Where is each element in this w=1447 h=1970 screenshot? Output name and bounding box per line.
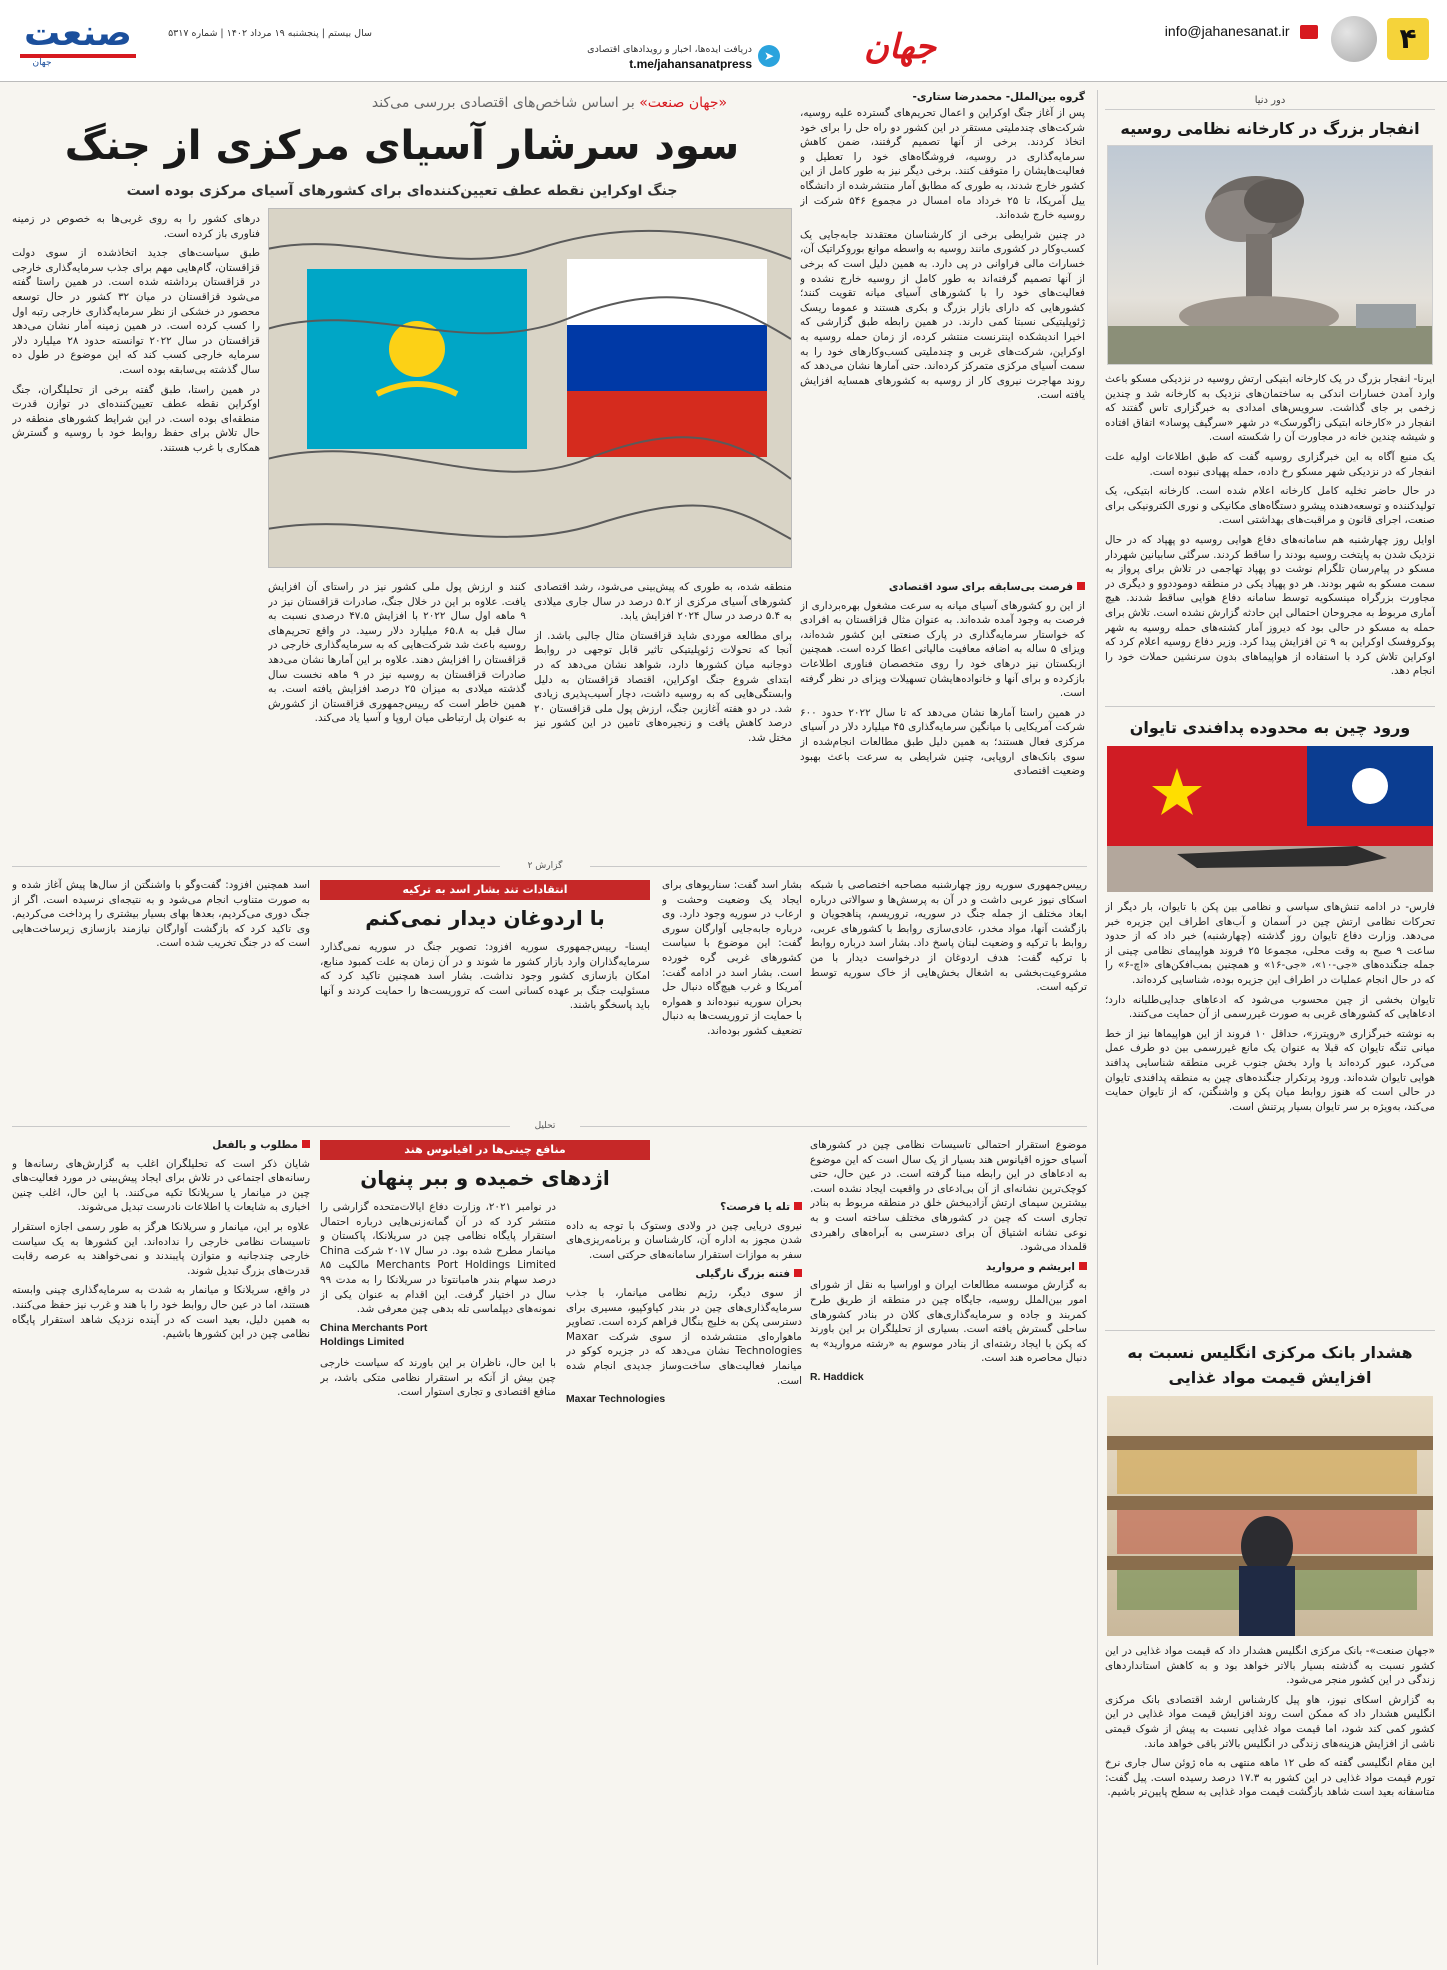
taiwan-china-flags	[1107, 746, 1433, 892]
china-paragraph: با این حال، ناظران بر این باورند که سیاست خارجی چین بیش از آنکه بر استقرار نظامی متکی باشد، بر منافع اقتصادی و تجاری استوار است.	[320, 1356, 556, 1399]
story3-photo	[1107, 1396, 1433, 1636]
turkey-column-4	[12, 878, 310, 1108]
turkey-paragraph: رییس‌جمهوری سوریه روز چهارشنبه مصاحبه اختصاصی با شبکه اسکای نیوز عربی داشت و در آن به پرسش‌ها و سوالاتی درباره ابعاد مختلف از جمله جنگ در سوریه، تروریسم، پناهجویان و بازگشت آنها، مواد مخدر، عادی‌سازی روابط با کشورهای عربی، روابط با ترکیه و وضعیت لبنان پاسخ داد. بشار اسد درباره روابط با ترکیه گفت: هدف اردوغان از درخواست دیدار با من مشروعیت‌بخشی به اشغال بخش‌هایی از خاک سوریه توسط ترکیه است.	[810, 879, 1087, 994]
turkey-paragraph: اسد همچنین افزود: گفت‌وگو با واشنگتن از سال‌ها پیش آغاز شده و به صورت متناوب انجام می‌شود و به نتیجه‌ای نرسیده است. اگر از جنگ دوری می‌کردیم، بعدها بهای بسیار بیشتری را پرداخت می‌کردیم. وی تاکید کرد که بازگشت آوارگان نیازمند بازسازی زیرساخت‌هایی است که در جنگ تخریب شده است.	[12, 879, 310, 950]
turkey-column-3	[320, 940, 650, 1108]
lead-paragraph: در همین راستا، طبق گفته برخی از تحلیلگران، جنگ اوکراین نقطه عطف تعیین‌کننده‌ای در توازن قدرت منطقه‌ای بوده است. در این شرایط کشورهای منطقه در حال تلاش برای حفظ روابط خود با روسیه و گسترش همکاری با غرب هستند.	[12, 383, 260, 454]
divider	[1105, 706, 1435, 707]
lead-paragraph: برای مطالعه موردی شاید قزاقستان مثال جالبی باشد. از آنجا که تحولات ژئوپلیتیکی تاثیر قابل توجهی در روابط دوجانبه میان کشورها دارد، شواهد نشان می‌دهد که در ابتدای شروع جنگ اوکراین، اقتصاد قزاقستان به دلیل وابستگی‌هایی که به روسیه داشت، دچار آسیب‌پذیری زیادی شد. در دو هفته آغازین جنگ، ارزش پول ملی قزاقستان ۲۰ درصد کاهش یافت و زنجیره‌های تامین در این کشور نیز مختل شد.	[534, 629, 792, 744]
china-paragraph: از سوی دیگر، رژیم نظامی میانمار، با جذب سرمایه‌گذاری‌های چین در بندر کیاوکپیو، مسیری برای دسترسی پکن به خلیج بنگال فراهم کرده است. تصاویر ماهواره‌ای منتشرشده از سوی شرکت Maxar Technologies نشان می‌دهد که در جزیره کوکو در میانمار فعالیت‌های ساخت‌وساز جدیدی انجام شده است.	[566, 1286, 802, 1387]
lead-subhead	[800, 580, 1085, 595]
lead-column-2	[800, 580, 1085, 850]
sidebar-label	[1105, 92, 1435, 110]
lead-kicker-red: «جهان صنعت»	[639, 95, 728, 111]
lead-paragraph: در همین راستا آمارها نشان می‌دهد که تا سال ۲۰۲۲ حدود ۶۰۰ شرکت آمریکایی با میانگین سرمایه‌گذاری ۴۵ میلیارد دلار در آسیای مرکزی فعال هستند؛ به همین دلیل طبق مطالعات انجام‌شده از سوی بانک‌های اروپایی، چنین شرایطی به سرعت باعث بهبود وضعیت اقتصادی	[800, 706, 1085, 778]
lead-subhead-text: فرصت بی‌سابقه برای سود اقتصادی	[888, 581, 1073, 593]
china-column-3	[320, 1200, 556, 1964]
lead-column-3	[534, 580, 792, 850]
issue-info: سال بیستم | پنجشنبه ۱۹ مرداد ۱۴۰۲ | شماره ۵۳۱۷	[168, 28, 372, 39]
china-subhead	[566, 1267, 802, 1282]
china-company: Maxar Technologies	[566, 1394, 666, 1406]
story2-title: ورود چین به محدوده پدافندی تایوان	[1129, 718, 1411, 737]
story1-paragraph: اوایل روز چهارشنبه هم سامانه‌های دفاع هوایی روسیه دو پهپاد که در حال نزدیک شدن به پایتخت روسیه بودند را ساقط کردند. سرگئی سابیانین شهردار مسکو در پیام‌رسان تلگرام نوشت دو پهپاد تهاجمی در تلاش برای پرواز به سمت مسکو به شهر بودند. هر دو پهپاد یکی در منطقه دوموددوو و دیگری در مجاورت بزرگراه مینسکویه توسط سامانه دفاع هوایی ساقط شدند. هیچ آماری مربوط به مجروحان احتمالی این حادثه گزارش نشده است. تلاش برای حمله به مسکو در حالی بود که دیروز آمار کشته‌های حمله روسیه به شهر پوکروفسک اوکراین به ۹ تن افزایش پیدا کرد. وزیر دفاع روسیه اعلام کرد که اوکراین تلاش کرد با استفاده از هواپیماهای بدون سرنشین حملات خود را انجام دهد.	[1105, 533, 1435, 678]
china-paragraph: به گزارش موسسه مطالعات ایران و اوراسیا به نقل از شورای امور بین‌الملل روسیه، جایگاه چین در منطقه از طریق طرح کمربند و جاده و سرمایه‌گذاری‌های کلان در بنادر کشورهای ساحلی گسترش یافته است. بسیاری از تحلیلگران بر این باورند که پکن با ایجاد رشته‌ای از بنادر موسوم به «رشته مروارید» به دنبال محاصره هند است.	[810, 1279, 1087, 1365]
story3-body	[1105, 1644, 1435, 1964]
logo-sub: جهان	[32, 58, 52, 68]
story1-photo	[1107, 145, 1433, 365]
china-kicker: منافع چینی‌ها در اقیانوس هند	[320, 1140, 650, 1160]
globe-icon	[1331, 16, 1377, 62]
turkey-paragraph: ایسنا- رییس‌جمهوری سوریه افزود: تصویر جنگ در سوریه نمی‌گذارد سرمایه‌گذاران وارد بازار کشور ما شوند و در آن زمان به علت کمبود منابع، امکان بازسازی کشور وجود نداشت. بشار اسد همچنین تاکید کرد که مسئولیت جنگ بر عهده کسانی است که تروریست‌ها را حمایت کردند و آنها باید پاسخگو باشند.	[320, 941, 650, 1012]
telegram-promo[interactable]	[480, 42, 780, 78]
story1-title: انفجار بزرگ در کارخانه نظامی روسیه	[1120, 119, 1420, 138]
story3-title: هشدار بانک مرکزی انگلیس نسبت به افزایش قیمت مواد غذایی	[1127, 1343, 1413, 1387]
china-subhead-text: مطلوب و بالفعل	[212, 1139, 298, 1151]
story2-photo	[1107, 746, 1433, 892]
turkey-column-2	[662, 878, 802, 1108]
china-paragraph: موضوع استقرار احتمالی تاسیسات نظامی چین در کشورهای آسیای حوزه اقیانوس هند بسیار از یک سال است که این موضوع به ادعاهای در این رابطه مبنا گرفته است. در عین حال، حتی کوچک‌ترین نشانه‌ای از آن بی‌ادعای در واقعیت ایجاد نشده است. بیشترین سیمای ارتش آزادیبخش خلق در منطقه مربوط به بنادر تجاری است که چین در کشورهای مختلف ساخته است و به نوعی نشانه اشتیاق آن برای دسترسی به آبراه‌های راهبردی قلمداد می‌شود.	[810, 1139, 1087, 1254]
china-column-2	[566, 1200, 802, 1964]
story1-body	[1105, 372, 1435, 694]
lead-paragraph: پس از آغاز جنگ اوکراین و اعمال تحریم‌های گسترده علیه روسیه، شرکت‌های چندملیتی مستقر در این کشور دو راه حل را برای خود اتخاذ کردند. برخی از آنها تصمیم گرفتند، ضمن کاهش سرمایه‌گذاری در روسیه، فروشگاه‌های خود را تعطیل و فعالیت‌هایشان را متوقف کنند. برخی دیگر نیز به طور کامل از این کشور خارج شدند، به طوری که مطابق آمار منتشرشده از دانشگاه ییل آمریکا، تا ۲۵ خرداد ماه امسال در مجموع ۵۴۶ شرکت از روسیه خارج شده‌اند.	[800, 107, 1085, 222]
lead-paragraph: درهای کشور را به روی غربی‌ها به خصوص در زمینه فناوری باز کرده است.	[12, 213, 260, 240]
telegram-icon: ➤	[758, 45, 780, 67]
story2-paragraph: به نوشته خبرگزاری «رویترز»، حداقل ۱۰ فروند از این هواپیماها نیز از خط میانی تنگه تایوان که قبلا به عنوان یک مانع غیررسمی بین دو طرف عمل می‌کرد، عبور کرده‌اند یا وارد بخش جنوب غربی منطقه شناسایی پدافند هوایی تایوان شده‌اند. ورود پرتکرار جنگنده‌های چین به منطقه پدافندی تایوان در حالی است که هنوز روابط میان پکن و واشنگتن، که از تایوان حمایت می‌کند، به‌ویژه بر سر تایوان بسیار پرتنش است.	[1105, 1027, 1435, 1113]
turkey-column-1	[810, 878, 1087, 1108]
china-subhead	[12, 1138, 310, 1153]
china-company: R. Haddick	[810, 1371, 864, 1383]
lead-byline: گروه بین‌الملل- محمدرضا ستاری-	[912, 91, 1085, 103]
lead-kicker-text: بر اساس شاخص‌های اقتصادی بررسی می‌کند	[371, 95, 635, 111]
china-subhead-text: تله یا فرصت؟	[720, 1201, 790, 1213]
supermarket-illustration	[1107, 1396, 1433, 1636]
telegram-link[interactable]: t.me/jahansanatpress	[629, 57, 752, 71]
lead-paragraph: طبق سیاست‌های جدید اتخاذشده از سوی دولت قزاقستان، گام‌هایی مهم برای جذب سرمایه‌گذاری خارجی در قزاقستان برداشته شده است. در همین راستا گفته می‌شود قزاقستان در میان ۳۲ کشور در حال توسعه محصور در خشکی از نظر سرمایه‌گذاری خارجی رتبه اول را کسب کرده است. در همین زمینه آمار نشان می‌دهد قزاقستان در سال ۲۰۲۲ توانسته حدود ۲۸ میلیارد دلار سرمایه خارجی کسب کند که این موضوع در طول ده سال گذشته بی‌سابقه بوده است.	[12, 247, 260, 376]
story1-paragraph: در حال حاضر تخلیه کامل کارخانه اعلام شده است. کارخانه ابتیکی، یک تولیدکننده و توسعه‌دهنده پیشرو دستگاه‌های مکانیکی و نوری الکترونیکی برای صنعت، اجرای قانون و مراقبت‌های بهداشتی است.	[1105, 485, 1435, 527]
china-subhead-text: ابریشم و مروارید	[985, 1260, 1075, 1273]
china-subhead-text: فتنه بزرگ نارگیلی	[695, 1268, 790, 1281]
story3-paragraph: «جهان صنعت»- بانک مرکزی انگلیس هشدار داد که قیمت مواد غذایی در این کشور نسبت به گذشته بسیار بالاتر خواهد بود و به کاهش استانداردهای زندگی در این کشور منجر می‌شود.	[1105, 1645, 1435, 1687]
china-column-4	[12, 1138, 310, 1964]
turkey-kicker: انتقادات تند بشار اسد به ترکیه	[320, 880, 650, 900]
china-subhead	[566, 1200, 802, 1215]
china-company: China Merchants Port	[320, 1322, 428, 1334]
story2-paragraph: فارس- در ادامه تنش‌های سیاسی و نظامی بین پکن با تایوان، بار دیگر از تحرکات نظامی ارتش چین در آسمان و آب‌های اطراف این جزیره خبر می‌دهد. وزارت دفاع تایوان روز گذشته (چهارشنبه) خبر داد که از حدود ساعت ۹ صبح به وقت محلی، مجموعا ۲۵ فروند هواپیمای نظامی چینی از جمله جنگنده‌های «جی-۱۰»، «جی-۱۶» و همچنین بمب‌افکن‌های «اچ-۶» را که در حال انجام عملیات در اطراف این جزیره بوده، شناسایی کرده‌اند.	[1105, 901, 1435, 986]
page-number-badge	[1387, 18, 1429, 60]
china-paragraph: در نوامبر ۲۰۲۱، وزارت دفاع ایالات‌متحده گزارشی را منتشر کرد که در آن گمانه‌زنی‌هایی درباره احتمال استقرار پایگاه نظامی چین در سریلانکا، پاکستان و میانمار مطرح شده بود. در سال ۲۰۱۷ شرکت China Merchants Port Holdings Limited مالکیت ۸۵ درصد سهام بندر هامبانتوتا در سریلانکا را به مدت ۹۹ سال در اختیار گرفت. این اقدام به عنوان یکی از نمونه‌های دیپلماسی تله بدهی چین معرفی شد.	[320, 1201, 556, 1316]
lead-column-5	[12, 212, 260, 852]
china-paragraph: نیروی دریایی چین در ولادی وستوک با توجه به داده شدن مجوز به اداره آن، کارشناسان و برنامه‌ریزی‌های سفر به موازات استقرار سامانه‌های حرکتی است.	[566, 1219, 802, 1261]
page-number: ۴	[1399, 22, 1417, 55]
turkey-title: با اردوغان دیدار نمی‌کنم	[365, 906, 605, 930]
lead-paragraph: از این رو کشورهای آسیای میانه به سرعت مشغول بهره‌برداری از فرصت به وجود آمده شده‌اند. به عنوان مثال قزاقستان به افرادی که خواستار سرمایه‌گذاری در پارک صنعتی این کشور شده‌اند، ویزای ۵ ساله به اضافه معافیت مالیاتی اعطا کرده است. همچنین ازبکستان نیز درهای خود را روی متخصصان فناوری اطلاعات بازکرده و برای آنها و خانواده‌هایشان تسهیلات ویزای در نظر گرفته است.	[800, 599, 1085, 700]
explosion-illustration	[1107, 146, 1432, 365]
china-company: Holdings Limited	[320, 1337, 405, 1349]
lead-column-1	[800, 106, 1085, 576]
lead-title: سود سرشار آسیای مرکزی از جنگ	[64, 123, 740, 169]
turkey-label: گزارش ۲	[500, 858, 590, 874]
logo-text: صنعت	[24, 14, 132, 54]
lead-paragraph: کنند و ارزش پول ملی کشور نیز در راستای آن افزایش یافت. علاوه بر این در خلال جنگ، صادرات قزاقستان نیز در ۹ ماهه اول سال ۲۰۲۲ با افزایش ۴۷.۵ درصدی نسبت به سال قبل به ۶۵.۸ میلیارد دلار رسید. در واقع تحریم‌های روسیه باعث شد شرکت‌هایی که به سرمایه‌گذاری خارجی در قزاقستان را افزایش دهند. علاوه بر این آمارها نشان می‌دهد صادرات قزاقستان به روسیه نیز در ۹ ماهه نخست سال گذشته میلادی به میزان ۲۵ درصد افزایش یافته است. به همین خاطر است که رییس‌جمهوری قزاقستان از کشورش به عنوان پل ارتباطی میان اروپا و آسیا یاد می‌کند.	[268, 581, 526, 725]
email-icon	[1300, 25, 1318, 39]
china-paragraph: علاوه بر این، میانمار و سریلانکا هرگز به طور رسمی اجازه استقرار تاسیسات نظامی خارجی را نداده‌اند. این کشورها به یک سیاست خارجی چندجانبه و متوازن پایبندند و نمی‌خواهند به عرصه رقابت قدرت‌های بزرگ تبدیل شوند.	[12, 1220, 310, 1277]
story1-paragraph: ایرنا- انفجار بزرگ در یک کارخانه ابتیکی ارتش روسیه در نزدیکی مسکو باعث وارد آمدن خسارات اندکی به ساختمان‌های نزدیک به کارخانه شد و چندین زخمی بر جای گذاشت. سرویس‌های امدادی به خبرگزاری تاس گفتند که انفجار در «کارخانه ابتیکی زاگورسک» در شهر «سرگیف پوساد» اتفاق افتاده و شیشه چندین خانه در مجاورت آن را شکسته است.	[1105, 373, 1435, 444]
china-paragraph: در واقع، سریلانکا و میانمار به شدت به سرمایه‌گذاری چینی وابسته هستند، اما در عین حال روابط خود را با هند و غرب نیز حفظ می‌کنند. به همین دلیل، بعید است که در آینده نزدیک شاهد استقرار پایگاه نظامی چین در این کشورها باشیم.	[12, 1284, 310, 1341]
lead-photo	[268, 208, 792, 568]
china-title: اژدهای خمیده و ببر پنهان	[360, 1166, 610, 1190]
sidebar-divider	[1097, 90, 1098, 1965]
sidebar-label-text: دور دنیا	[1254, 95, 1286, 106]
china-column-1	[810, 1138, 1087, 1964]
china-label: تحلیل	[510, 1118, 580, 1134]
story2-body	[1105, 900, 1435, 1320]
story3-paragraph: این مقام انگلیسی گفته که طی ۱۲ ماهه منتهی به ماه ژوئن سال جاری نرخ تورم قیمت مواد غذایی در این کشور به ۱۷.۳ درصد رسیده است. پیل گفت: متاسفانه بعید است شاهد بازگشت قیمت مواد غذایی به سطح پایین‌تر باشیم.	[1105, 1757, 1435, 1799]
email-box[interactable]	[1088, 20, 1318, 42]
lead-subtitle: جنگ اوکراین نقطه عطف تعیین‌کننده‌ای برای کشورهای آسیای مرکزی بوده است	[126, 183, 678, 199]
section-title: جهان	[863, 27, 937, 67]
divider	[1105, 1330, 1435, 1331]
kazakhstan-russia-flags	[268, 209, 791, 568]
story3-paragraph: به گزارش اسکای نیوز، هاو پیل کارشناس ارشد اقتصادی بانک مرکزی انگلیس هشدار داد که ممکن است روند افزایش قیمت مواد غذایی در این کشور کمی کند شود، اما قیمت مواد غذایی نسبت به پیش از شوک قیمتی ناشی از افزایش هزینه‌های زندگی در انگلیس بالاتر باقی خواهد ماند.	[1105, 1693, 1435, 1750]
email-address: info@jahanesanat.ir	[1164, 23, 1290, 39]
lead-column-4	[268, 580, 526, 850]
lead-paragraph: منطقه شده، به طوری که پیش‌بینی می‌شود، رشد اقتصادی کشورهای آسیای مرکزی از ۵.۲ درصد در سال جاری میلادی به ۵.۴ درصد در سال ۲۰۲۴ افزایش یابد.	[534, 581, 792, 623]
china-subhead	[810, 1260, 1087, 1275]
telegram-text: دریافت ایده‌ها، اخبار و رویدادهای اقتصادی	[587, 44, 752, 55]
story2-paragraph: تایوان بخشی از چین محسوب می‌شود که ادعاهای جدایی‌طلبانه دارد؛ ادعاهایی که کشورهای غربی به صورت غیررسمی از آن حمایت می‌کنند.	[1105, 993, 1435, 1021]
lead-paragraph: در چنین شرایطی برخی از کارشناسان معتقدند جابه‌جایی یک کسب‌وکار در کشوری مانند روسیه به واسطه موانع بوروکراتیک آن، خسارات مالی فراوانی در پی دارد. به همین دلیل است که برخی از آنها تصمیم گرفته‌اند به طور کامل از روسیه خارج نشده و فعالیت‌های خود را با کشورهای آسیای میانه تقویت کنند؛ کشورهایی که دارای بازار بزرگ و بکری هستند و عموما ریسک ژئوپلیتیکی نسبتا کمی دارند. در همین رابطه طبق گزارشی که اخیرا اندیشکده اینترنست منتشر کرده، از زمان حمله روسیه به اوکراین، شرکت‌های غربی و چندملیتی کسب‌وکارهای خود را به سمت آسیای مرکزی متمرکز کرده‌اند. حتی آمارها نشان می‌دهد که روند مهاجرت نیروی کار از روسیه به کشورهای همسایه افزایش یافته است.	[800, 228, 1085, 402]
turkey-paragraph: بشار اسد گفت: سناریوهای برای ایجاد یک وضعیت وحشت و ارعاب در سوریه وجود دارد. وی درباره جابه‌جایی آوارگان سوری گفت: این موضوع با سیاست کشورهای غربی گره خورده است. بشار اسد در ادامه گفت: آمریکا و غرب هیچ‌گاه دنبال حل بحران سوریه نبوده‌اند و همواره با حمایت از تروریست‌ها به دنبال تضعیف کشور بوده‌اند.	[662, 879, 802, 1037]
story1-paragraph: یک منبع آگاه به این خبرگزاری روسیه گفت که طبق اطلاعات اولیه علت انفجار که در نزدیکی شهر مسکو رخ داده، حمله پهپادی نبوده است.	[1105, 450, 1435, 478]
china-paragraph: شایان ذکر است که تحلیلگران اغلب به گزارش‌های رسانه‌ها و رسانه‌های اجتماعی در تلاش برای ایجاد پیش‌بینی در مورد فعالیت‌های چین در میانمار یا سریلانکا تکیه می‌کنند. با این حال، اغلب چنین اخباری به شایعات یا اطلاعات نادرست تبدیل می‌شوند.	[12, 1157, 310, 1214]
newspaper-logo	[12, 14, 144, 70]
